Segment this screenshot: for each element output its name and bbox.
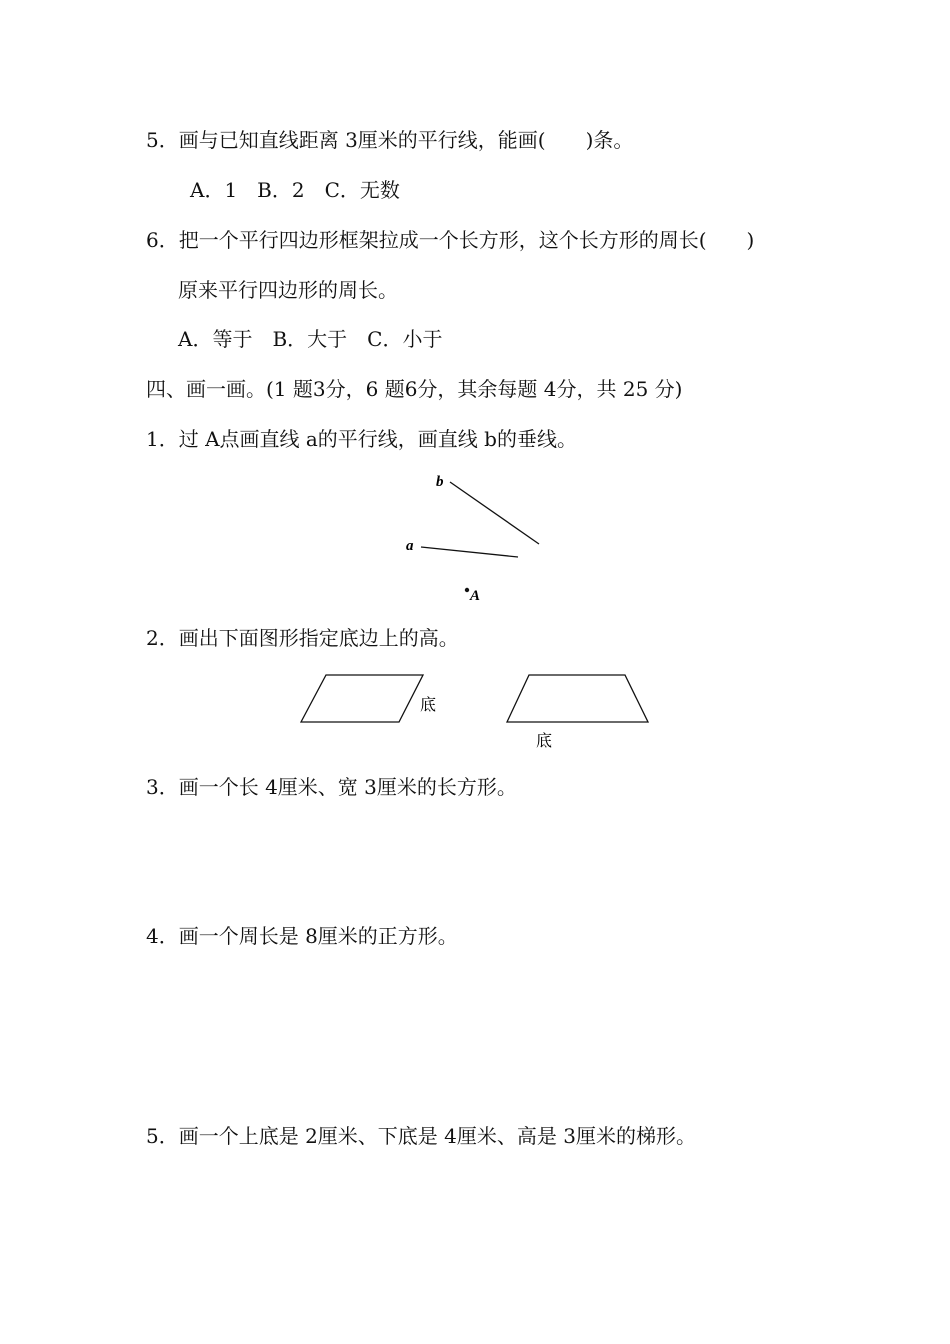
trapezoid-base-label: 底: [536, 731, 553, 750]
label-a: a: [406, 538, 414, 554]
draw-item-1: 1．过 A点画直线 a的平行线，画直线 b的垂线。: [146, 427, 577, 451]
question-5: 5．画与已知直线距离 3厘米的平行线，能画( )条。: [146, 128, 634, 152]
section-4-title: 四、画一画。(1 题3分，6 题6分，其余每题 4分，共 25 分): [146, 377, 683, 401]
figure-1-lines: [406, 474, 539, 604]
draw-item-2: 2．画出下面图形指定底边上的高。: [146, 626, 459, 650]
line-a: [421, 547, 518, 557]
draw-item-3: 3．画一个长 4厘米、宽 3厘米的长方形。: [146, 775, 517, 799]
label-b: b: [436, 474, 444, 490]
trapezoid: [507, 675, 648, 722]
question-5-options: A．1 B．2 C．无数: [190, 178, 400, 202]
line-b: [450, 482, 539, 544]
parallelogram-base-label: 底: [420, 695, 437, 714]
question-6-line-1: 6．把一个平行四边形框架拉成一个长方形，这个长方形的周长( ): [146, 228, 755, 252]
point-A: [465, 588, 469, 592]
question-6-line-2: 原来平行四边形的周长。: [178, 278, 398, 302]
question-6-options: A．等于 B．大于 C．小于: [178, 327, 443, 351]
figure-2-shapes: [301, 675, 648, 750]
label-A: A: [470, 588, 481, 604]
parallelogram: [301, 675, 423, 722]
draw-item-4: 4．画一个周长是 8厘米的正方形。: [146, 924, 458, 948]
draw-item-5: 5．画一个上底是 2厘米、下底是 4厘米、高是 3厘米的梯形。: [146, 1124, 696, 1148]
